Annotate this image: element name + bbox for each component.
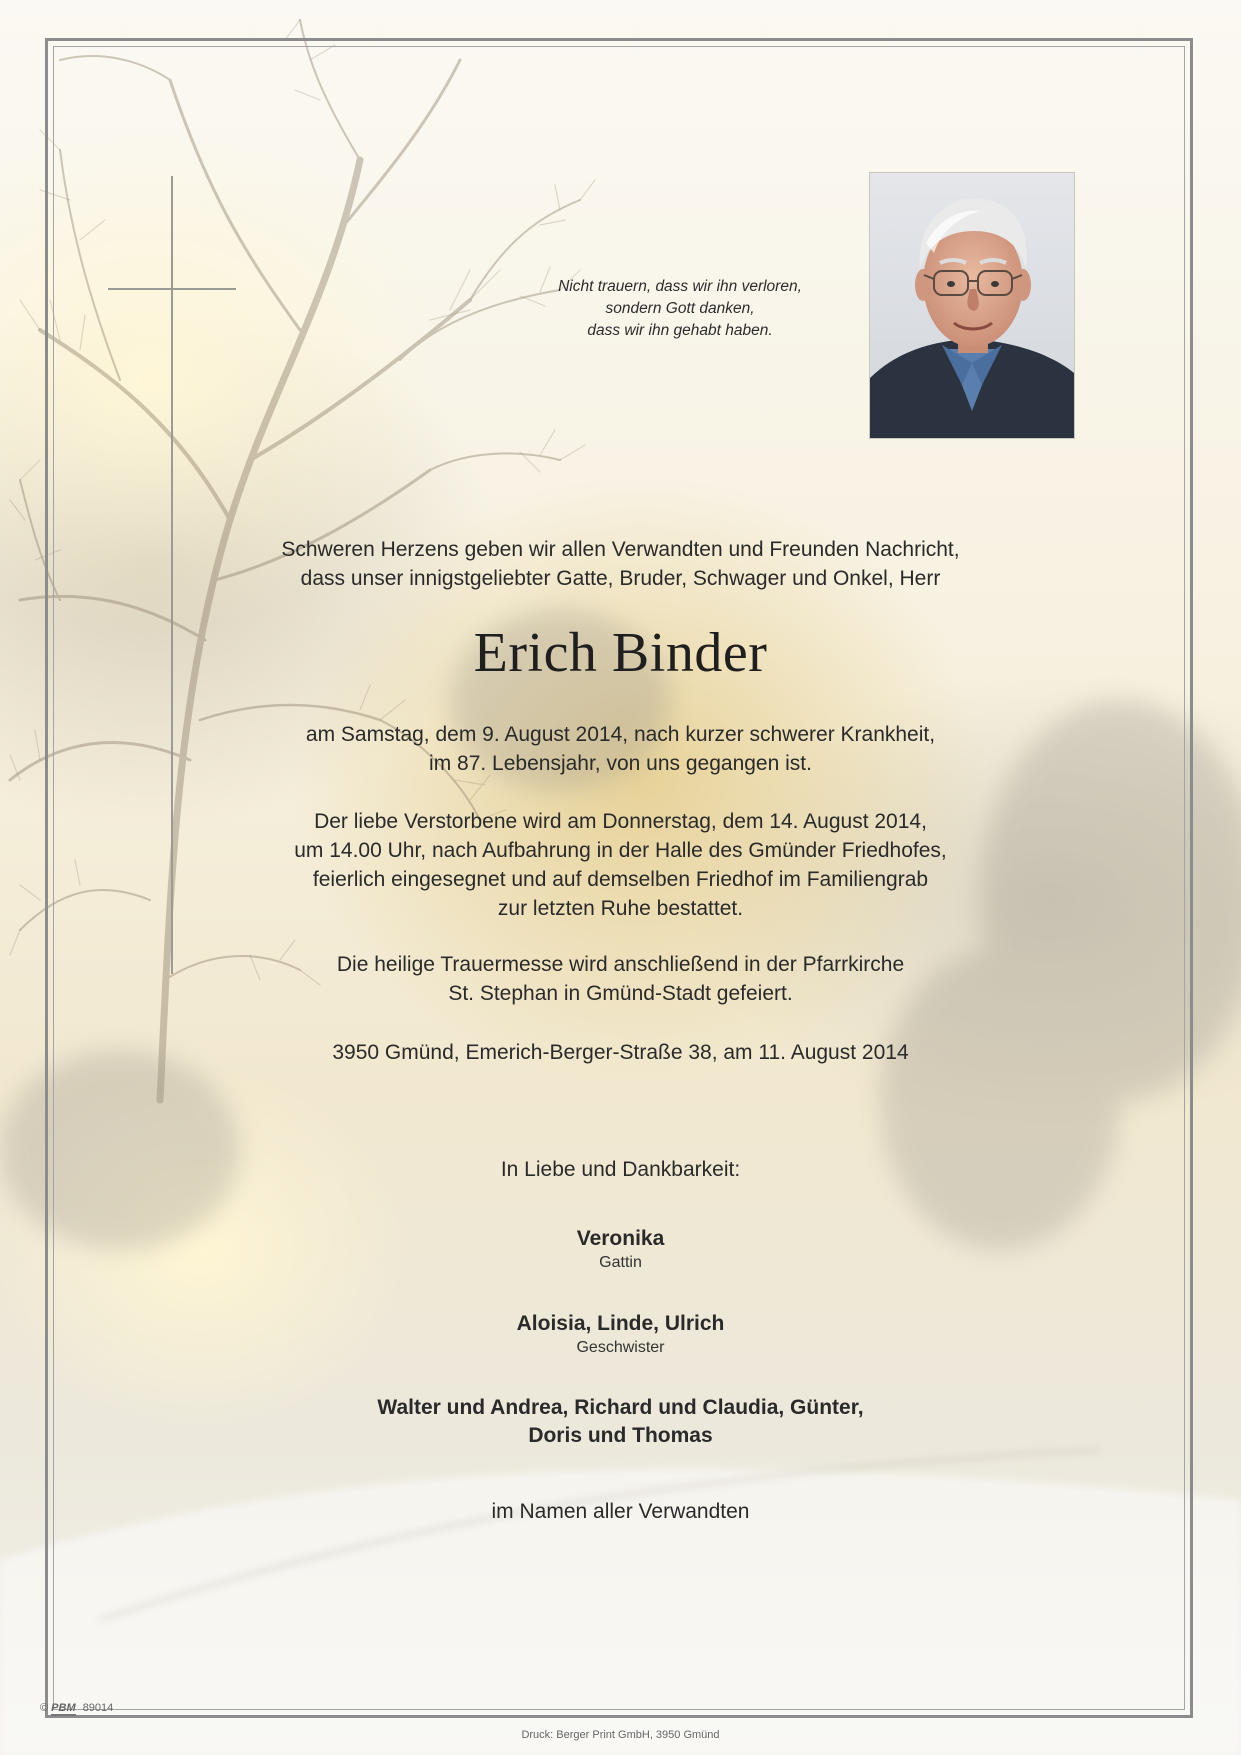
mass-line: St. Stephan in Gmünd-Stadt gefeiert. [448, 982, 793, 1005]
funeral-line: zur letzten Ruhe bestattet. [497, 897, 744, 920]
death-notice-line: im 87. Lebensjahr, von uns gegangen ist. [429, 752, 812, 775]
funeral-paragraph [0, 807, 1241, 923]
mass-line: Die heilige Trauermesse wird anschließend in der Pfarrkirche [336, 953, 905, 976]
intro-paragraph [0, 535, 1241, 593]
mourner-group [0, 1225, 1241, 1273]
place-and-date: 3950 Gmünd, Emerich-Berger-Straße 38, am 11. August 2014 [332, 1041, 909, 1064]
intro-line: Schweren Herzens geben wir allen Verwandten und Freunden Nachricht, [281, 538, 960, 561]
intro-line: dass unser innigstgeliebter Gatte, Bruder, Schwager und Onkel, Herr [300, 567, 941, 590]
funeral-line: feierlich eingesegnet und auf demselben Friedhof im Familiengrab [312, 868, 929, 891]
mourner-names: Veronika [576, 1227, 665, 1250]
closing-line: im Namen aller Verwandten [491, 1500, 750, 1523]
death-notice-paragraph [0, 720, 1241, 778]
mourner-names: Aloisia, Linde, Ulrich [516, 1312, 725, 1335]
mourner-relation: Geschwister [576, 1339, 665, 1356]
mourner-names: Walter und Andrea, Richard und Claudia, Günter, [377, 1396, 864, 1419]
copyright-icon: © [40, 1702, 49, 1714]
quote-line: Nicht trauern, dass wir ihn verloren, [558, 278, 802, 295]
product-code: 89014 [82, 1702, 114, 1714]
funeral-line: um 14.00 Uhr, nach Aufbahrung in der Halle des Gmünder Friedhofes, [294, 839, 947, 862]
footer-product-code [40, 1702, 113, 1716]
quote-line: dass wir ihn gehabt haben. [587, 322, 773, 339]
printer-logo: PBM [51, 1702, 76, 1714]
deceased-name: Erich Binder [473, 622, 768, 684]
mass-paragraph [0, 950, 1241, 1008]
funeral-line: Der liebe Verstorbene wird am Donnerstag, dem 14. August 2014, [314, 810, 927, 833]
footer-printer: Druck: Berger Print GmbH, 3950 Gmünd [521, 1729, 720, 1741]
mourner-names: Doris und Thomas [528, 1424, 713, 1447]
gratitude-heading: In Liebe und Dankbarkeit: [500, 1158, 741, 1181]
portrait-photo [869, 172, 1075, 439]
mourner-relation: Gattin [599, 1254, 642, 1271]
mourner-group [0, 1394, 1241, 1450]
death-notice-line: am Samstag, dem 9. August 2014, nach kurzer schwerer Krankheit, [305, 723, 936, 746]
quote-line: sondern Gott danken, [605, 300, 755, 317]
memorial-quote [520, 276, 840, 342]
cross-icon-horizontal-bar [108, 288, 236, 290]
mourner-group [0, 1310, 1241, 1358]
